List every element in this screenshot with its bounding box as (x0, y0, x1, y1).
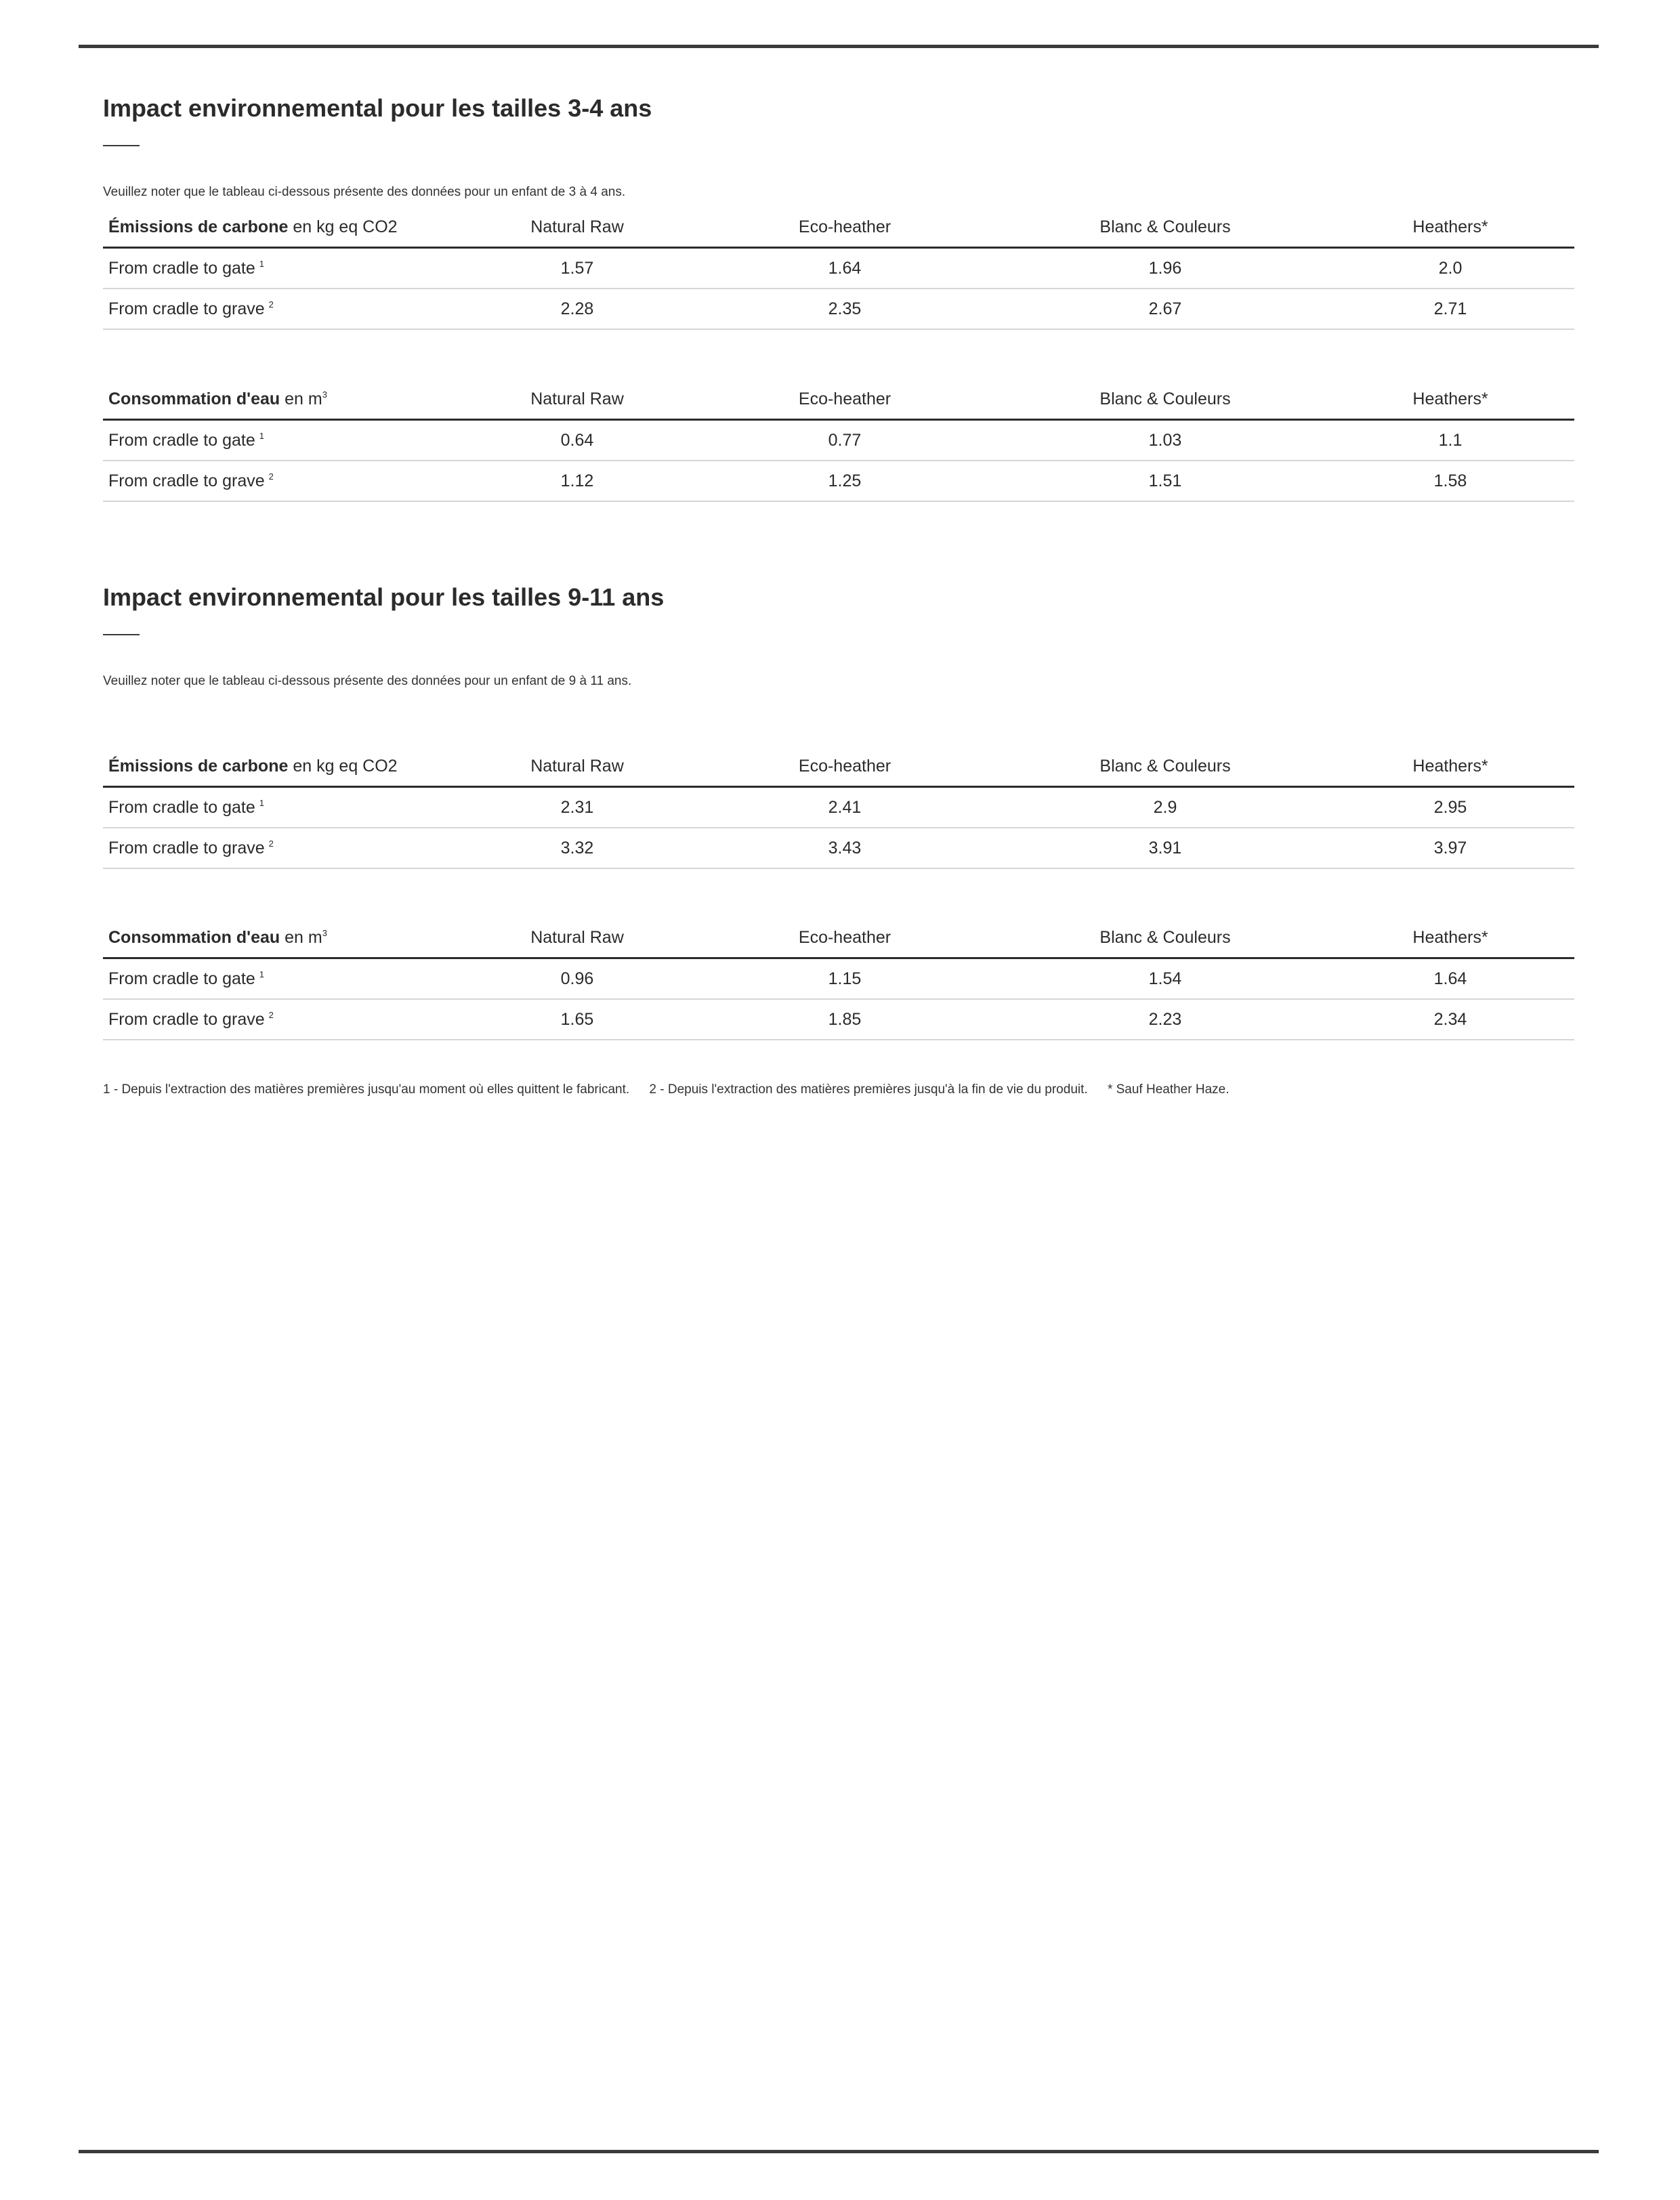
table-cell: 0.77 (686, 420, 1004, 461)
table-cell: 2.95 (1326, 787, 1574, 828)
column-header: Natural Raw (469, 746, 686, 787)
table-cell: 2.41 (686, 787, 1004, 828)
footnotes (103, 1082, 1574, 1097)
column-header: Eco-heather (686, 379, 1004, 420)
row-label: From cradle to gate $^1$ (103, 248, 469, 289)
column-header: Blanc & Couleurs (1004, 207, 1326, 248)
table-cell: 0.64 (469, 420, 686, 461)
column-header: Blanc & Couleurs (1004, 379, 1326, 420)
table-cell: 3.97 (1326, 828, 1574, 868)
table-cell: 1.57 (469, 248, 686, 289)
table-cell: 3.32 (469, 828, 686, 868)
table-header-metric: Consommation d'eau en $m^3$ (103, 918, 469, 958)
row-label: From cradle to grave $^2$ (103, 461, 469, 501)
table-cell: 2.71 (1326, 289, 1574, 329)
table-cell: 1.25 (686, 461, 1004, 501)
top-rule (79, 45, 1599, 48)
column-header: Natural Raw (469, 379, 686, 420)
table-row (103, 958, 1574, 1000)
table-cell: 2.31 (469, 787, 686, 828)
water-table-3-4-wrap (103, 379, 1574, 502)
column-header: Heathers* (1326, 918, 1574, 958)
section-title: Impact environnemental pour les tailles 3-4 ans (103, 94, 652, 122)
table-row (103, 828, 1574, 868)
table-cell: 1.15 (686, 958, 1004, 1000)
table-cell: 0.96 (469, 958, 686, 1000)
section-title: Impact environnemental pour les tailles 9-11 ans (103, 583, 665, 611)
water-table (103, 918, 1574, 1040)
table-cell: 2.34 (1326, 999, 1574, 1040)
title-underline (103, 145, 140, 146)
table-cell: 1.03 (1004, 420, 1326, 461)
table-cell: 1.65 (469, 999, 686, 1040)
column-header: Heathers* (1326, 207, 1574, 248)
carbon-table-3-4-wrap (103, 207, 1574, 330)
table-row (103, 999, 1574, 1040)
carbon-table-9-11-wrap (103, 746, 1574, 869)
column-header: Heathers* (1326, 746, 1574, 787)
table-row (103, 420, 1574, 461)
table-row (103, 289, 1574, 329)
table-cell: 2.67 (1004, 289, 1326, 329)
column-header: Heathers* (1326, 379, 1574, 420)
table-cell: 3.91 (1004, 828, 1326, 868)
column-header: Natural Raw (469, 918, 686, 958)
table-cell: 2.9 (1004, 787, 1326, 828)
table-cell: 2.23 (1004, 999, 1326, 1040)
table-cell: 3.43 (686, 828, 1004, 868)
table-header-metric: Émissions de carbone en kg eq CO2 (103, 207, 469, 248)
row-label: From cradle to grave $^2$ (103, 289, 469, 329)
row-label: From cradle to grave $^2$ (103, 999, 469, 1040)
section-3-4-ans (103, 93, 1574, 200)
column-header: Eco-heather (686, 746, 1004, 787)
bottom-rule (79, 2150, 1599, 2153)
footnote-2: 2 - Depuis l'extraction des matières premières jusqu'à la fin de vie du produit. (649, 1082, 1088, 1097)
section-9-11-ans (103, 583, 1574, 690)
title-underline (103, 634, 140, 635)
table-row (103, 248, 1574, 289)
table-cell: 2.0 (1326, 248, 1574, 289)
water-table (103, 379, 1574, 502)
table-row (103, 787, 1574, 828)
table-cell: 1.54 (1004, 958, 1326, 1000)
table-row (103, 461, 1574, 501)
table-cell: 1.85 (686, 999, 1004, 1040)
footnote-star: * Sauf Heather Haze. (1107, 1082, 1230, 1097)
table-header-metric: Consommation d'eau en $m^3$ (103, 379, 469, 420)
water-table-9-11-wrap (103, 918, 1574, 1040)
row-label: From cradle to grave $^2$ (103, 828, 469, 868)
row-label: From cradle to gate $^1$ (103, 420, 469, 461)
column-header: Blanc & Couleurs (1004, 918, 1326, 958)
table-cell: 1.58 (1326, 461, 1574, 501)
column-header: Eco-heather (686, 918, 1004, 958)
table-cell: 1.12 (469, 461, 686, 501)
column-header: Blanc & Couleurs (1004, 746, 1326, 787)
carbon-table (103, 207, 1574, 330)
column-header: Natural Raw (469, 207, 686, 248)
table-header-metric: Émissions de carbone en kg eq CO2 (103, 746, 469, 787)
column-header: Eco-heather (686, 207, 1004, 248)
table-cell: 2.28 (469, 289, 686, 329)
row-label: From cradle to gate $^1$ (103, 958, 469, 1000)
table-cell: 1.51 (1004, 461, 1326, 501)
carbon-table (103, 746, 1574, 869)
table-cell: 1.96 (1004, 248, 1326, 289)
table-cell: 2.35 (686, 289, 1004, 329)
table-cell: 1.1 (1326, 420, 1574, 461)
table-cell: 1.64 (686, 248, 1004, 289)
section-note: Veuillez noter que le tableau ci-dessous présente des données pour un enfant de 3 à 4 ans. (103, 185, 626, 199)
section-note: Veuillez noter que le tableau ci-dessous présente des données pour un enfant de 9 à 11 ans. (103, 674, 632, 688)
table-cell: 1.64 (1326, 958, 1574, 1000)
row-label: From cradle to gate $^1$ (103, 787, 469, 828)
footnote-1: 1 - Depuis l'extraction des matières premières jusqu'au moment où elles quittent le fabricant. (103, 1082, 630, 1097)
